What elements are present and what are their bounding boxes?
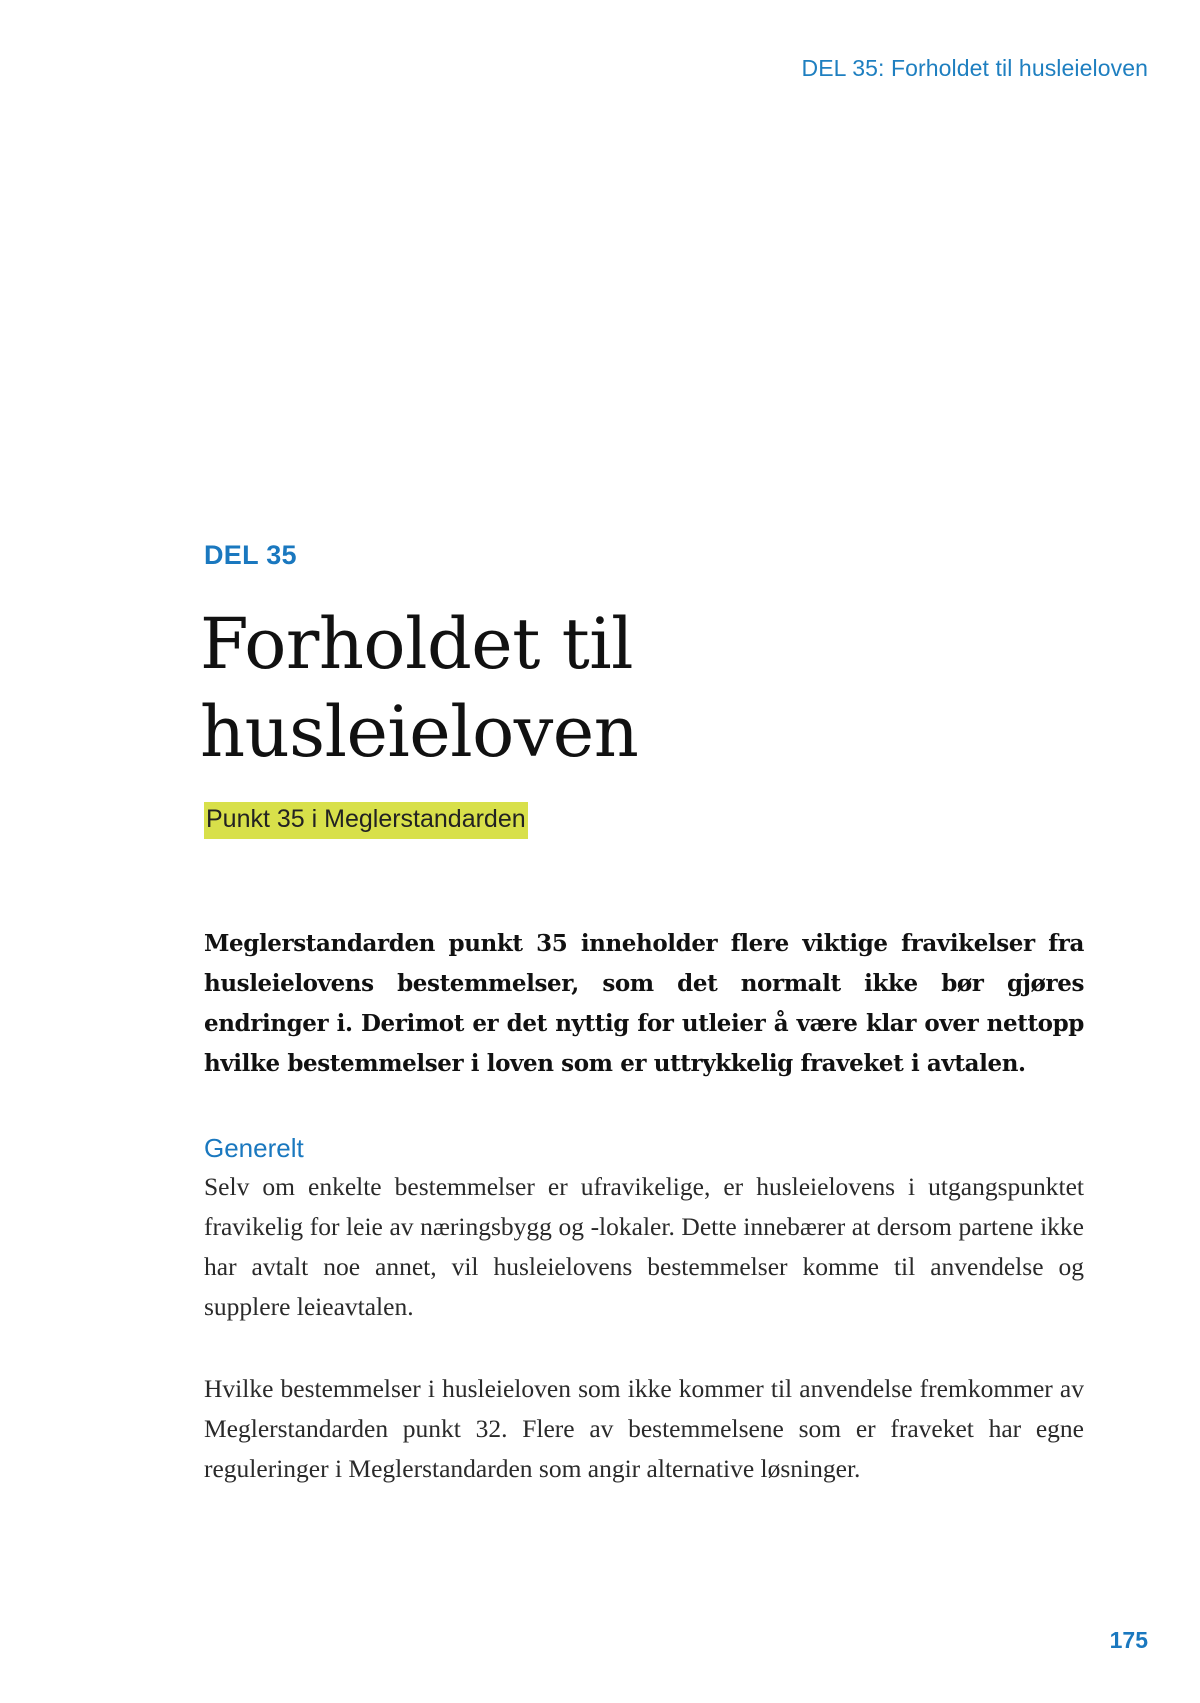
page-number: 175: [1109, 1627, 1148, 1653]
chapter-title-line-1: Forholdet til: [200, 603, 633, 685]
chapter-label: DEL 35: [204, 540, 297, 570]
lead-paragraph: Meglerstandarden punkt 35 inneholder flere viktige fravikelser fra husleielovens bestemmelser, som det normalt ikke bør gjøres endringer i. Derimot er det nyttig for utleier å være klar over nettopp hvilke bestemmelser i loven som er uttrykkelig fraveket i avtalen.: [204, 930, 1084, 1077]
running-header: DEL 35: Forholdet til husleieloven: [801, 55, 1148, 81]
section-heading: Generelt: [204, 1133, 304, 1163]
chapter-title-line-2: husleieloven: [200, 691, 639, 773]
chapter-title: [200, 600, 638, 776]
body-paragraph: Selv om enkelte bestemmelser er ufravikelige, er husleielovens i utgangspunktet fravikelig for leie av næringsbygg og -lokaler. Dette innebærer at dersom partene ikke har avtalt noe annet, vil husleielovens bestemmelser komme til anvendelse og supplere leieavtalen.: [204, 1172, 1084, 1321]
chapter-subtitle-highlight: Punkt 35 i Meglerstandarden: [204, 802, 528, 839]
body-paragraph: Hvilke bestemmelser i husleieloven som ikke kommer til anvendelse fremkommer av Meglerstandarden punkt 32. Flere av bestemmelsene som er fraveket har egne reguleringer i Meglerstandarden som angir alternative løsninger.: [204, 1374, 1084, 1483]
